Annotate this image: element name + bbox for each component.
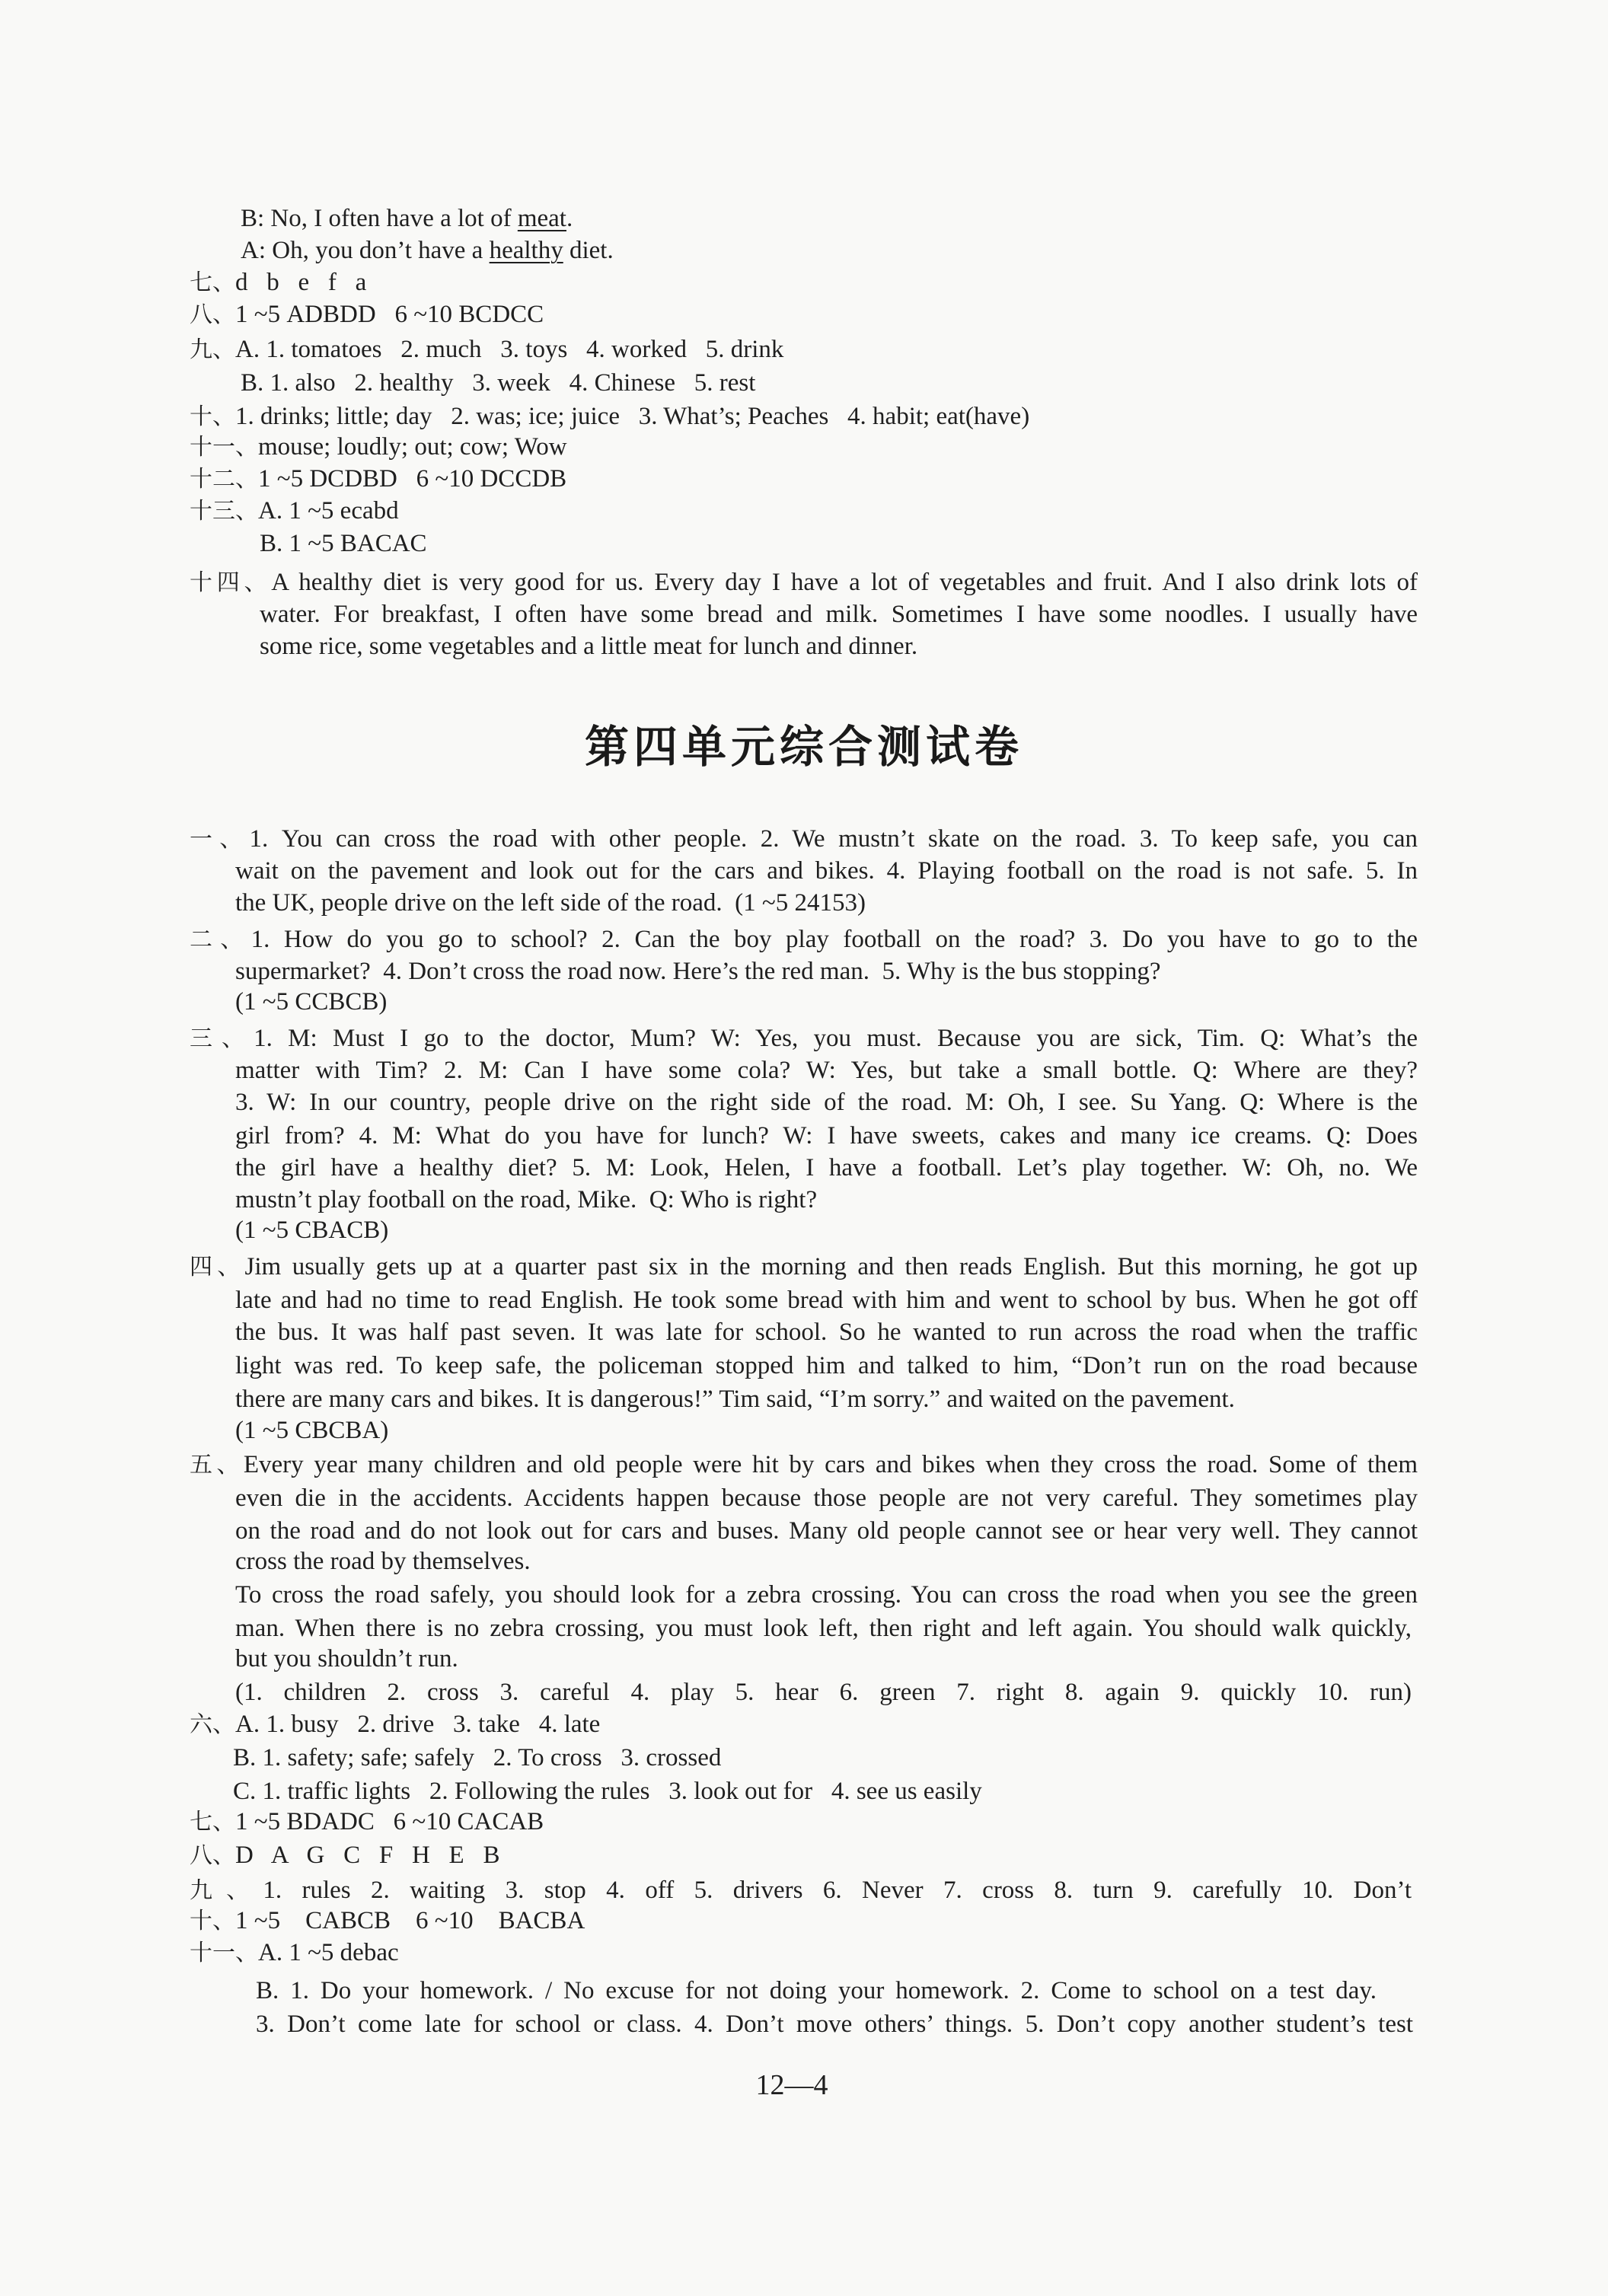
answer-u4-q5-line-8: (1. children 2. cross 3. careful 4. play 5. hear 6. green 7. right 8. again 9. quickly 10. run) — [235, 1679, 1412, 1706]
answer-u3-q12 — [190, 464, 566, 494]
dialogue-text: A: Oh, you don’t have a — [241, 237, 490, 264]
page-title: 第四单元综合测试卷 — [584, 721, 1023, 773]
answer-u3-q9-a — [190, 334, 783, 365]
answer-u4-q2-line-1 — [190, 924, 1418, 955]
answer-text: 1. drinks; little; day 2. was; ice; juice 3. What’s; Peaches 4. habit; eat(have) — [235, 403, 1030, 430]
answer-u4-q11-b-line-2: 3. Don’t come late for school or class. 4. Don’t move others’ things. 5. Don’t copy another student’s test — [256, 2011, 1413, 2038]
answer-u4-q5-line-5: To cross the road safely, you should look for a zebra crossing. You can cross the road when you see the green — [235, 1581, 1418, 1609]
question-label: 十三、 — [190, 498, 258, 525]
answer-u4-q5-line-7: but you shouldn’t run. — [235, 1645, 458, 1673]
answer-text: Every year many children and old people were hit by cars and bikes when they cross the road. Some of them — [243, 1451, 1418, 1478]
answer-u4-q4-line-5: there are many cars and bikes. It is dangerous!” Tim said, “I’m sorry.” and waited on the pavement. — [235, 1386, 1235, 1413]
question-label: 七、 — [190, 1809, 235, 1835]
answer-text: A. 1 ~5 debac — [258, 1939, 399, 1966]
answer-u4-q6-a — [190, 1709, 600, 1740]
answer-u4-q1-line-1 — [190, 824, 1418, 854]
answer-u4-q10 — [190, 1905, 585, 1936]
answer-u4-q8 — [190, 1840, 499, 1870]
question-label: 十四、 — [190, 569, 272, 596]
answer-u4-q11-b-line-1: B. 1. Do your homework. / No excuse for not doing your homework. 2. Come to school on a test day. — [256, 1977, 1377, 2004]
answer-u4-q2-line-2: supermarket? 4. Don’t cross the road now. Here’s the red man. 5. Why is the bus stopping? — [235, 958, 1161, 985]
dialogue-text: . — [566, 205, 573, 232]
answer-u4-q3-line-6: mustn’t play football on the road, Mike. Q: Who is right? — [235, 1186, 818, 1213]
answer-u3-q11 — [190, 432, 567, 462]
answer-u4-q3-line-2: matter with Tim? 2. M: Can I have some cola? W: Yes, but take a small bottle. Q: Where are they? — [235, 1057, 1418, 1084]
question-label: 十一、 — [190, 434, 258, 461]
dialogue-line-a — [241, 235, 614, 266]
answer-u4-q6-c: C. 1. traffic lights 2. Following the rules 3. look out for 4. see us easily — [233, 1778, 982, 1805]
answer-text: 1 ~5 DCDBD 6 ~10 DCCDB — [258, 465, 567, 493]
answer-u4-q4-line-1 — [190, 1252, 1418, 1282]
answer-u3-q9-b: B. 1. also 2. healthy 3. week 4. Chinese 5. rest — [241, 369, 756, 397]
answer-u4-q3-line-7: (1 ~5 CBACB) — [235, 1217, 389, 1244]
answer-u3-q14-line-3: some rice, some vegetables and a little meat for lunch and dinner. — [260, 633, 918, 660]
dialogue-text: diet. — [563, 237, 614, 264]
answer-u4-q4-line-2: late and had no time to read English. He took some bread with him and went to school by bus. When he got off — [235, 1287, 1418, 1314]
question-label: 三、 — [190, 1025, 254, 1052]
answer-u4-q4-line-6: (1 ~5 CBCBA) — [235, 1417, 389, 1444]
question-label: 九、 — [190, 1877, 263, 1904]
answer-text: A. 1 ~5 ecabd — [258, 497, 399, 525]
answer-text: 1. You can cross the road with other people. 2. We mustn’t skate on the road. 3. To keep safe, you can — [249, 825, 1418, 853]
answer-u4-q5-line-6: man. When there is no zebra crossing, you must look left, then right and left again. You should walk quickly, — [235, 1615, 1412, 1642]
question-label: 十、 — [190, 403, 235, 430]
question-label: 二、 — [190, 926, 251, 953]
question-label: 十二、 — [190, 466, 258, 493]
answer-u4-q6-b: B. 1. safety; safe; safely 2. To cross 3. crossed — [233, 1744, 722, 1771]
answer-u4-q4-line-4: light was red. To keep safe, the policeman stopped him and talked to him, “Don’t run on the road because — [235, 1352, 1418, 1379]
question-label: 八、 — [190, 1842, 235, 1869]
answer-u4-q11-a — [190, 1937, 399, 1968]
question-label: 十、 — [190, 1908, 235, 1934]
answer-text: 1. rules 2. waiting 3. stop 4. off 5. drivers 6. Never 7. cross 8. turn 9. carefully 10. Don’t — [263, 1877, 1412, 1904]
answer-u3-q13-a — [190, 496, 399, 526]
answer-u4-q3-line-3: 3. W: In our country, people drive on the right side of the road. M: Oh, I see. Su Yang. Q: Where is the — [235, 1089, 1418, 1116]
answer-u4-q1-line-2: wait on the pavement and look out for the cars and bikes. 4. Playing football on the road is not safe. 5. In — [235, 857, 1418, 885]
dialogue-text: B: No, I often have a lot of — [241, 205, 518, 232]
page-number: 12—4 — [755, 2069, 828, 2101]
answer-text: Jim usually gets up at a quarter past six in the morning and then reads English. But this morning, he got up — [244, 1253, 1418, 1280]
answer-text: A. 1. busy 2. drive 3. take 4. late — [235, 1711, 601, 1738]
answer-u3-q10 — [190, 401, 1029, 432]
answer-text: mouse; loudly; out; cow; Wow — [258, 433, 567, 461]
answer-text: D A G C F H E B — [235, 1842, 500, 1869]
answer-text: A. 1. tomatoes 2. much 3. toys 4. worked 5. drink — [235, 336, 784, 363]
question-label: 八、 — [190, 301, 235, 328]
answer-u4-q5-line-2: even die in the accidents. Accidents happen because those people are not very careful. They sometimes play — [235, 1484, 1418, 1512]
question-label: 六、 — [190, 1711, 235, 1738]
dialogue-line-b — [241, 203, 573, 234]
question-label: 七、 — [190, 269, 235, 296]
answer-u3-q8 — [190, 299, 544, 330]
answer-u4-q2-line-3: (1 ~5 CCBCB) — [235, 988, 388, 1016]
answer-text: 1 ~5 ADBDD 6 ~10 BCDCC — [235, 301, 544, 328]
answer-u4-q5-line-4: cross the road by themselves. — [235, 1548, 531, 1575]
answer-u3-q7 — [190, 267, 366, 298]
answer-text: d b e f a — [235, 269, 367, 296]
answer-text: 1. How do you go to school? 2. Can the boy play football on the road? 3. Do you have to go to the — [250, 926, 1418, 953]
answer-u4-q3-line-5: the girl have a healthy diet? 5. M: Look, Helen, I have a football. Let’s play together. W: Oh, no. We — [235, 1154, 1418, 1181]
question-label: 五、 — [190, 1452, 244, 1478]
question-label: 十一、 — [190, 1940, 258, 1966]
question-label: 九、 — [190, 336, 235, 363]
question-label: 四、 — [190, 1254, 245, 1280]
answer-u4-q4-line-3: the bus. It was half past seven. It was late for school. So he wanted to run across the road when the traffic — [235, 1319, 1418, 1346]
answer-text: 1 ~5 BDADC 6 ~10 CACAB — [235, 1808, 544, 1835]
answer-u4-q3-line-4: girl from? 4. M: What do you have for lunch? W: I have sweets, cakes and many ice creams. Q: Does — [235, 1122, 1418, 1150]
answer-text: 1. M: Must I go to the doctor, Mum? W: Yes, you must. Because you are sick, Tim. Q: What’s the — [254, 1025, 1418, 1052]
answer-text: A healthy diet is very good for us. Every day I have a lot of vegetables and fruit. And I also drink lots of — [271, 569, 1418, 596]
answer-u3-q13-b: B. 1 ~5 BACAC — [260, 530, 427, 557]
answer-u4-q5-line-3: on the road and do not look out for cars and buses. Many old people cannot see or hear very well. They cannot — [235, 1517, 1418, 1545]
underlined-word: healthy — [489, 237, 563, 264]
question-label: 一、 — [190, 826, 250, 853]
answer-u3-q14-line-1 — [190, 567, 1418, 598]
answer-text: 1 ~5 CABCB 6 ~10 BACBA — [235, 1907, 585, 1934]
answer-u4-q1-line-3: the UK, people drive on the left side of the road. (1 ~5 24153) — [235, 889, 866, 917]
underlined-word: meat — [517, 205, 566, 232]
answer-u4-q7 — [190, 1807, 544, 1837]
answer-u4-q5-line-1 — [190, 1449, 1418, 1480]
answer-u4-q9 — [190, 1875, 1412, 1905]
answer-u4-q3-line-1 — [190, 1023, 1418, 1054]
answer-u3-q14-line-2: water. For breakfast, I often have some bread and milk. Sometimes I have some noodles. I usually have — [260, 601, 1418, 628]
